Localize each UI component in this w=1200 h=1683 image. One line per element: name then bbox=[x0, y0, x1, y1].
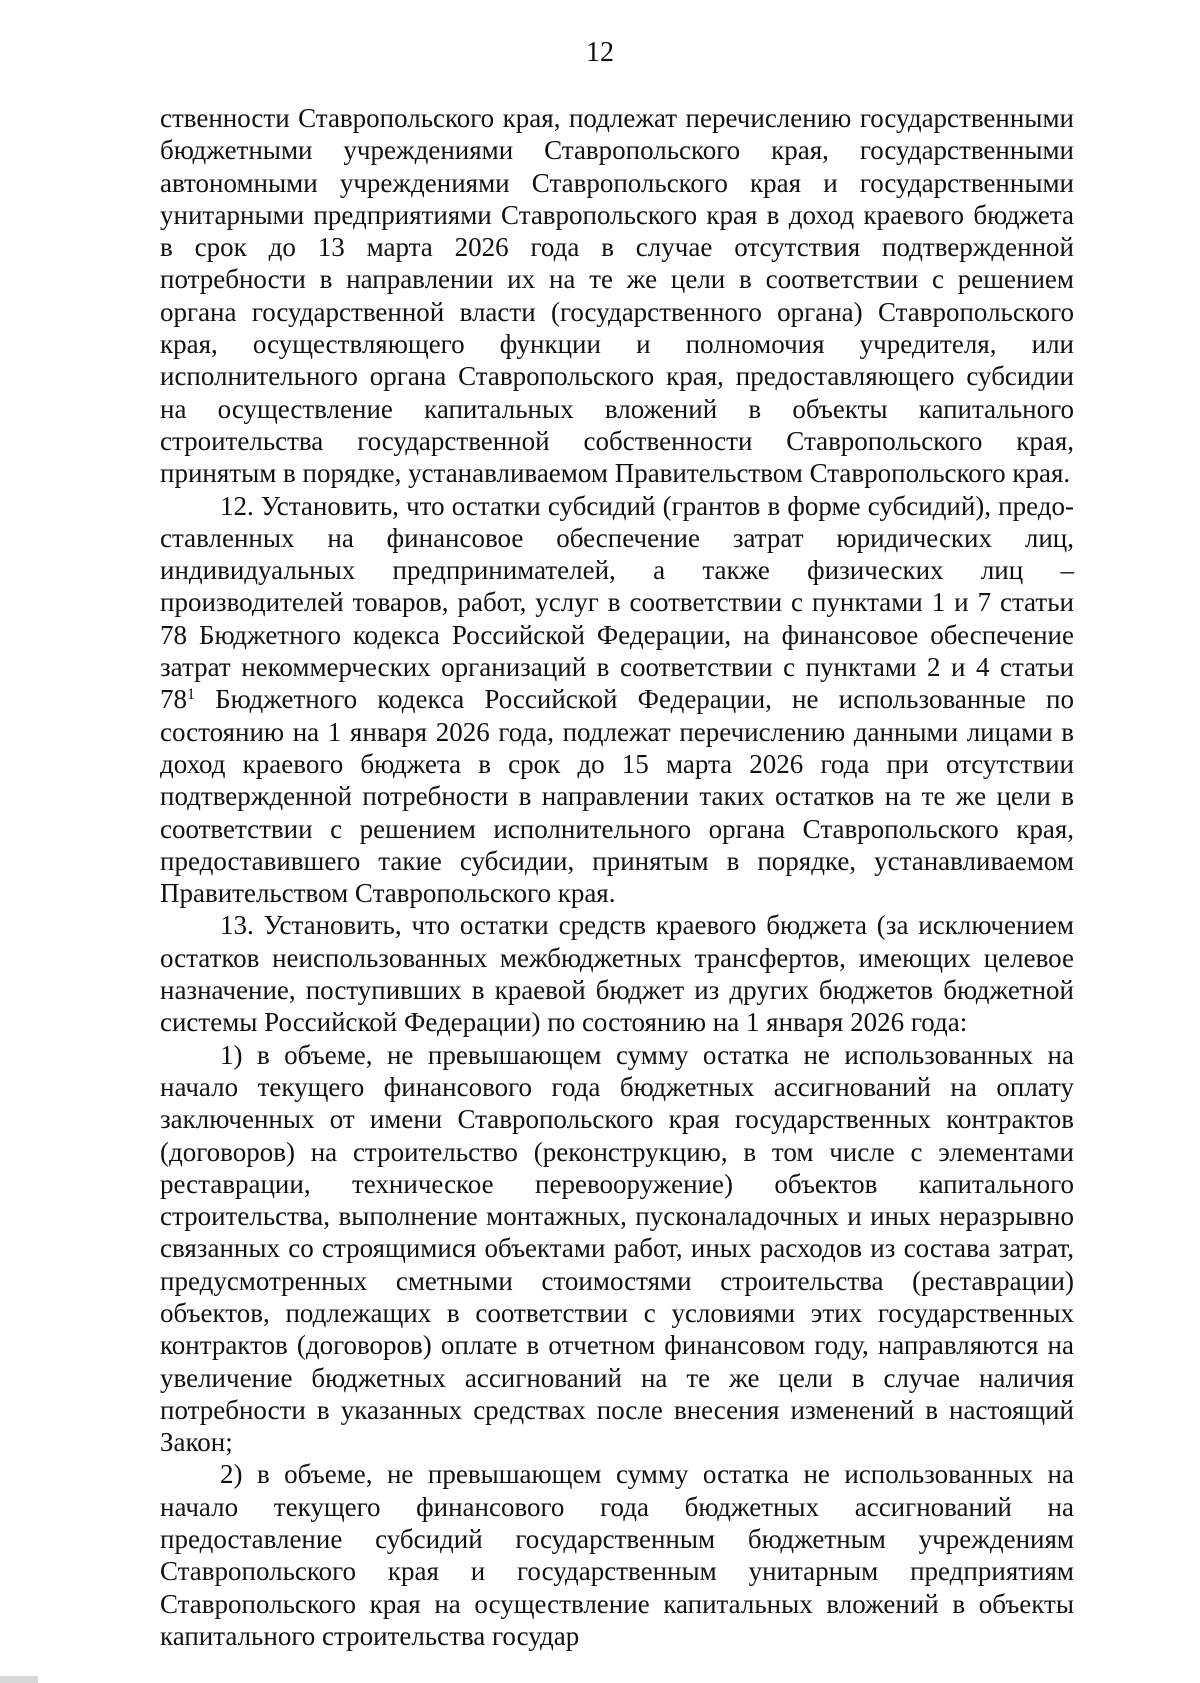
paragraph-continuation: ственности Ставропольского края, подлежат перечислению государственными бюджетными учреждениями Ставропольского края, государственными автономными учреждениями Ставропольского края и государственными унитарными предприятиями Ставропольского края в доход краевого бюджета в срок до 13 марта 2026 года в случае отсутствия подтвержденной потребности в направлении их на те же цели в соответствии с решением органа государственной власти (государственного органа) Ставропольского края, осуществляющего функции и полномочия учредителя, или исполнительного органа Ставропольского края, предоставляющего субсидии на осуществление капитальных вложений в объекты капитального строительства государственной собственности Ставропольского края, принятым в порядке, устанавливаемом Правительством Ставропольского края. bbox=[160, 103, 1074, 489]
paragraph-subitem-2: 2) в объеме, не превышающем сумму остатка не использованных на начало текущего финансового года бюджетных ассигнований на предоставление субсидий государственным бюджетным учреждениям Ставропольского края и государственным унитарным предприятиям Ставропольского края на осуществление капитальных вложений в объекты капитального строительства государ bbox=[160, 1459, 1074, 1651]
scan-edge-mark bbox=[0, 1676, 38, 1683]
paragraph-item-12-superscript: 1 bbox=[187, 686, 195, 704]
paragraph-item-12-text-before: 12. Установить, что остатки субсидий (грантов в форме субсидий), предоставленных на финансовое обеспечение затрат юридических лиц, индивидуальных предпринимателей, а также физических лиц – производителей товаров, работ, услуг в соответствии с пунктами 1 и 7 статьи 78 Бюджетного кодекса Российской Федерации, на финансовое обеспечение затрат некоммерческих организаций в соответствии с пунктами 2 и 4 статьи 78 bbox=[160, 490, 1074, 715]
page-number: 12 bbox=[586, 37, 614, 68]
document-body bbox=[160, 102, 1074, 1652]
paragraph-item-12-text-after: Бюджетного кодекса Российской Федерации, не использованные по состоянию на 1 января 2026 года, подлежат перечислению данными лицами в доход краевого бюджета в срок до 15 марта 2026 года при отсутствии подтвержденной потребности в направлении таких остатков на те же цели в соответствии с решением исполнительного органа Ставропольского края, предоставившего такие субсидии, принятым в порядке, устанавливаемом Правительством Ставропольского края. bbox=[160, 684, 1074, 909]
paragraph-item-12 bbox=[160, 490, 1074, 910]
paragraph-subitem-1: 1) в объеме, не превышающем сумму остатка не использованных на начало текущего финансового года бюджетных ассигнований на оплату заключенных от имени Ставропольского края государственных контрактов (договоров) на строительство (реконструкцию, в том числе с элементами реставрации, техническое перевооружение) объектов капитального строительства, выполнение монтажных, пусконаладочных и иных неразрывно связанных со строящимися объектами работ, иных расходов из состава затрат, предусмотренных сметными стоимостями строительства (реставрации) объектов, подлежащих в соответствии с условиями этих государственных контрактов (договоров) оплате в отчетном финансовом году, направляются на увеличение бюджетных ассигнований на те же цели в случае наличия потребности в указанных средствах после внесения изменений в настоящий Закон; bbox=[160, 1039, 1074, 1458]
paragraph-item-13: 13. Установить, что остатки средств краевого бюджета (за исключением остатков неиспользованных межбюджетных трансфертов, имеющих целевое назначение, поступивших в краевой бюджет из других бюджетов бюджетной системы Российской Федерации) по состоянию на 1 января 2026 года: bbox=[160, 910, 1074, 1038]
